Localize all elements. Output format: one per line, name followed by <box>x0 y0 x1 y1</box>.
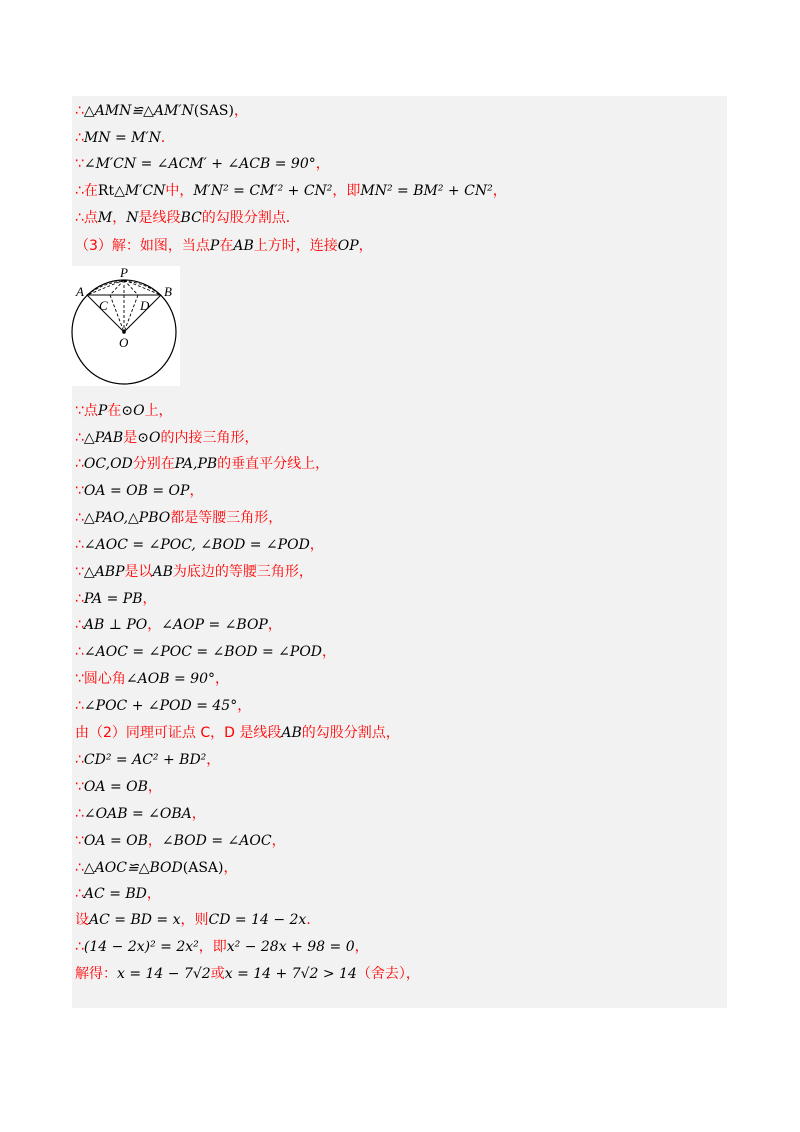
math-run: PA = PB <box>83 591 143 607</box>
logic-symbol: ∴ <box>75 456 84 472</box>
solution-line <box>75 830 286 852</box>
text-run: 在 <box>107 403 122 419</box>
math-run: ∠BOD = ∠AOC <box>161 833 272 849</box>
math-run: P <box>209 238 220 254</box>
label-c: C <box>99 298 108 313</box>
logic-symbol: ∴ <box>75 183 84 199</box>
logic-symbol: ∵ <box>75 833 84 849</box>
text-run: ，则 <box>180 912 209 928</box>
text-run: ， <box>146 886 161 902</box>
text-run: ， <box>112 210 127 226</box>
solution-line <box>75 427 258 449</box>
math-run: OP <box>337 238 359 254</box>
math-run: AB <box>281 725 302 741</box>
label-a: A <box>76 284 84 299</box>
math-run: M <box>97 210 113 226</box>
solution-line <box>75 453 329 475</box>
solution-line <box>75 749 220 771</box>
text-run: 在 <box>219 238 234 254</box>
text-run: ． <box>306 912 321 928</box>
logic-symbol: ∴ <box>75 430 84 446</box>
text-run: 为底边的等腰三角形， <box>172 564 313 580</box>
text-run: 上， <box>144 403 173 419</box>
logic-symbol: ∴ <box>75 886 84 902</box>
math-run: PA,PB <box>174 456 218 472</box>
text-run: 是线段 <box>138 210 181 226</box>
solution-line <box>75 534 324 556</box>
math-run: M′CN <box>124 183 166 199</box>
solution-line <box>75 857 238 879</box>
text-run: 由（2）同理可证点 C，D 是线段 <box>75 725 282 741</box>
solution-line <box>75 100 248 122</box>
math-run: N <box>126 210 139 226</box>
solution-line <box>75 480 203 502</box>
text-run: ， <box>267 617 282 633</box>
math-run: OA = OB <box>83 779 148 795</box>
math-run: Rt△ <box>97 183 125 199</box>
circle-figure <box>70 266 180 386</box>
text-run: 中， <box>165 183 194 199</box>
math-run: BC <box>180 210 202 226</box>
text-run: ， <box>147 617 162 633</box>
math-run: △AOC≌△BOD <box>83 860 183 876</box>
logic-symbol: ∵ <box>75 483 84 499</box>
math-run: OC,OD <box>83 456 133 472</box>
label-p: P <box>120 266 128 280</box>
segment-oc <box>110 295 124 332</box>
segment-pa <box>87 280 124 295</box>
solution-line <box>75 561 313 583</box>
text-run: 分别在 <box>132 456 175 472</box>
text-run: ， <box>492 183 507 199</box>
logic-symbol: ∴ <box>75 644 84 660</box>
text-run: 或 <box>210 966 225 982</box>
math-run: AB <box>152 564 173 580</box>
text-run: ， <box>206 752 221 768</box>
math-run: ∠AOC = ∠POC, ∠BOD = ∠POD <box>83 537 310 553</box>
text-run: 圆心角 <box>83 671 126 687</box>
solution-line <box>75 803 206 825</box>
math-run: △ABP <box>83 564 125 580</box>
solution-line <box>75 127 175 149</box>
text-run: 的勾股分割点． <box>201 210 300 226</box>
math-run: ⊙O <box>137 430 161 446</box>
math-run: x² − 28x + 98 = 0 <box>226 939 355 955</box>
math-run: MN² = BM² + CN² <box>360 183 493 199</box>
math-run: ∠AOB = 90° <box>125 671 215 687</box>
text-run: ， <box>189 483 204 499</box>
text-run: ， <box>147 833 162 849</box>
solution-line <box>75 207 300 229</box>
solution-line <box>75 614 282 636</box>
solution-line <box>75 153 330 175</box>
text-run: ， <box>354 939 369 955</box>
solution-line <box>75 180 507 202</box>
math-run: P <box>97 403 108 419</box>
segment-od <box>124 295 138 332</box>
solution-line <box>75 668 229 690</box>
logic-symbol: ∴ <box>75 210 84 226</box>
text-run: ， <box>315 156 330 172</box>
text-run: ， <box>147 779 162 795</box>
text-run: ， <box>191 806 206 822</box>
math-run: (ASA) <box>182 860 224 876</box>
solution-line <box>75 963 420 985</box>
math-run: CD = 14 − 2x <box>208 912 307 928</box>
math-run: AC = BD <box>83 886 147 902</box>
solution-line <box>75 641 336 663</box>
solution-line <box>75 909 320 931</box>
math-run: OA = OB = OP <box>83 483 190 499</box>
text-run: 上方时，连接 <box>253 238 338 254</box>
math-run: ∠M′CN = ∠ACM′ + ∠ACB = 90° <box>83 156 316 172</box>
text-run: 是 <box>123 430 138 446</box>
logic-symbol: ∵ <box>75 403 84 419</box>
text-run: ， <box>358 238 373 254</box>
logic-symbol: ∵ <box>75 671 84 687</box>
text-run: （3）解：如图，当点 <box>75 238 210 254</box>
circle-diagram <box>70 266 180 386</box>
math-run: (14 − 2x)² = 2x² <box>83 939 199 955</box>
text-run: 的垂直平分线上， <box>217 456 330 472</box>
text-run: ， <box>214 671 229 687</box>
text-run: ， <box>223 860 238 876</box>
text-run: ， <box>237 698 252 714</box>
logic-symbol: ∵ <box>75 779 84 795</box>
logic-symbol: ∴ <box>75 860 84 876</box>
logic-symbol: ∴ <box>75 130 84 146</box>
logic-symbol: ∴ <box>75 806 84 822</box>
math-run: △PAO,△PBO <box>83 510 171 526</box>
math-run: (SAS) <box>193 103 234 119</box>
text-run: （舍去）， <box>356 966 420 982</box>
math-run: △PAB <box>83 430 124 446</box>
solution-line <box>75 936 369 958</box>
math-run: AC = BD = x <box>89 912 181 928</box>
solution-line <box>75 588 157 610</box>
solution-line <box>75 722 400 744</box>
text-run: 的勾股分割点， <box>301 725 400 741</box>
text-run: ． <box>160 130 175 146</box>
solution-line <box>75 235 373 257</box>
label-o: O <box>119 335 129 350</box>
solution-line <box>75 883 161 905</box>
logic-symbol: ∴ <box>75 591 84 607</box>
math-run: MN = M′N <box>83 130 161 146</box>
math-run: OA = OB <box>83 833 148 849</box>
math-run: x = 14 + 7√2 > 14 <box>224 966 357 982</box>
math-run: ⊙O <box>121 403 145 419</box>
logic-symbol: ∵ <box>75 156 84 172</box>
text-run: ， <box>309 537 324 553</box>
text-run: 点 <box>83 403 98 419</box>
segment-pb <box>124 280 161 295</box>
logic-symbol: ∴ <box>75 537 84 553</box>
text-run: 点 <box>83 210 98 226</box>
solution-line <box>75 400 173 422</box>
math-run: CD² = AC² + BD² <box>83 752 207 768</box>
math-run: ∠AOC = ∠POC = ∠BOD = ∠POD <box>83 644 323 660</box>
math-run: △AMN≌△AM′N <box>83 103 194 119</box>
text-run: 在 <box>83 183 98 199</box>
solution-line <box>75 507 282 529</box>
center-dot <box>122 330 126 334</box>
logic-symbol: ∴ <box>75 698 84 714</box>
label-d: D <box>140 298 150 313</box>
logic-symbol: ∴ <box>75 939 84 955</box>
math-run: ∠POC + ∠POD = 45° <box>83 698 238 714</box>
label-b: B <box>164 284 172 299</box>
text-run: 都是等腰三角形， <box>170 510 283 526</box>
math-run: AB ⊥ PO <box>83 617 148 633</box>
solution-line <box>75 776 162 798</box>
text-run: 解得： <box>75 966 117 982</box>
math-run: x = 14 − 7√2 <box>117 966 211 982</box>
text-run: ， <box>271 833 286 849</box>
logic-symbol: ∵ <box>75 564 84 580</box>
math-run: ∠AOP = ∠BOP <box>161 617 268 633</box>
logic-symbol: ∴ <box>75 103 84 119</box>
logic-symbol: ∴ <box>75 617 84 633</box>
text-run: ， <box>142 591 157 607</box>
math-run: M′N² = CM′² + CN² <box>193 183 333 199</box>
text-run: 的内接三角形， <box>160 430 259 446</box>
solution-line <box>75 695 251 717</box>
logic-symbol: ∴ <box>75 510 84 526</box>
math-run: ∠OAB = ∠OBA <box>83 806 192 822</box>
text-run: 是以 <box>124 564 153 580</box>
text-run: 设 <box>75 912 89 928</box>
text-run: ，即 <box>332 183 361 199</box>
math-run: AB <box>233 238 254 254</box>
text-run: ，即 <box>198 939 227 955</box>
text-run: ， <box>233 103 248 119</box>
text-run: ， <box>322 644 337 660</box>
logic-symbol: ∴ <box>75 752 84 768</box>
